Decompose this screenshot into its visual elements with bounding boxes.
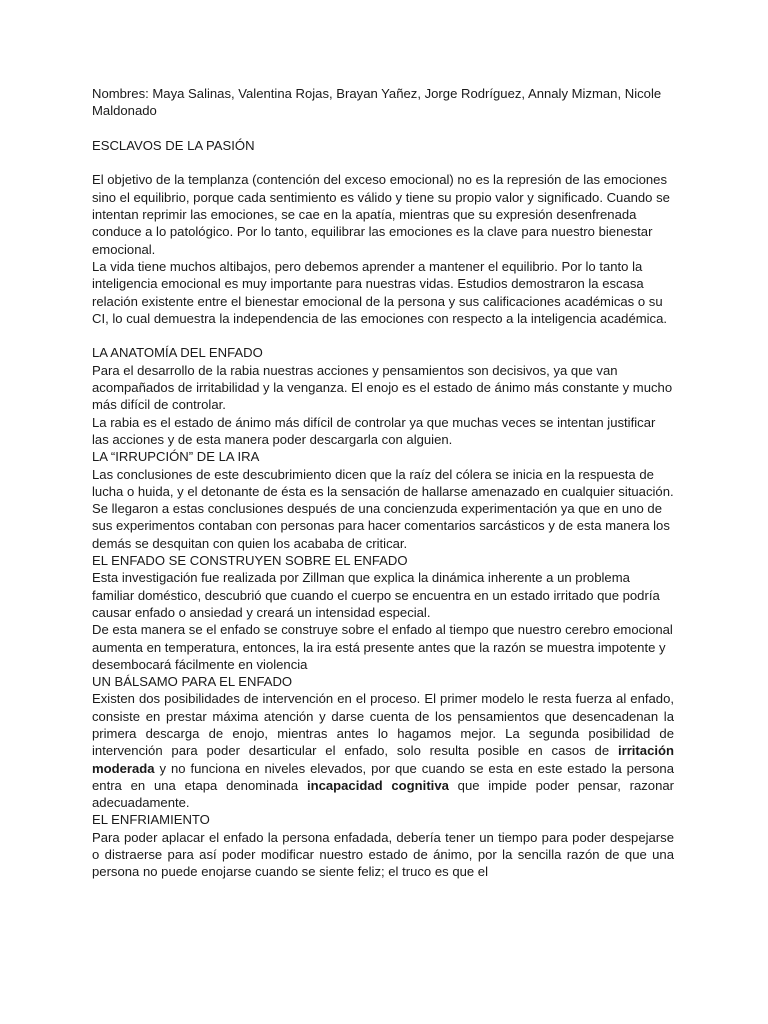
construye-paragraph-1: Esta investigación fue realizada por Zillman que explica la dinámica inherente a un problema familiar doméstico, descubrió que cuando el cuerpo se encuentra en un estado irritado que podría causar enfado o ansiedad y creará un intensidad especial. <box>92 570 660 620</box>
anatomia-paragraph-1: Para el desarrollo de la rabia nuestras acciones y pensamientos son decisivos, ya que van acompañados de irritabilidad y la venganza. El enojo es el estado de ánimo más constante y mucho más difícil de controlar. <box>92 362 673 413</box>
intro-paragraph-1: El objetivo de la templanza (contención del exceso emocional) no es la represión de las emociones sino el equilibrio, porque cada sentimiento es válido y tiene su propio valor y significado. Cuando se intentan reprimir las emociones, se cae en la apatía, mientras que su expresión desenfrenada conduce a lo patológico. Por lo tanto, equilibrar las emociones es la clave para nuestro bienestar emocional. <box>92 172 670 257</box>
balsamo-text-a: Existen dos posibilidades de intervención en el proceso. El primer modelo le resta fuerza al enfado, consiste en prestar máxima atención y darse cuenta de los pensamientos que desencadenan la primera descarga de enojo, mientras antes lo hagamos mejor. La segunda posibilidad de intervención para poder desarticular el enfado, solo resulta posible en casos de <box>92 691 674 759</box>
intro-paragraph-2: La vida tiene muchos altibajos, pero debemos aprender a mantener el equilibrio. Por lo tanto la inteligencia emocional es muy importante para nuestras vidas. Estudios demostraron la escasa relación existente entre el bienestar emocional de la persona y sus calificaciones académicas o su CI, lo cual demuestra la independencia de las emociones con respecto a la inteligencia académica. <box>92 258 668 326</box>
irrupcion-paragraph-1: Las conclusiones de este descubrimiento dicen que la raíz del cólera se inicia en la respuesta de lucha o huida, y el detonante de ésta es la sensación de hallarse amenazado en cualquier situación. <box>92 466 674 499</box>
spacer <box>92 154 674 171</box>
section-heading-anatomia: LA ANATOMÍA DEL ENFADO <box>92 345 263 361</box>
section-heading-irrupcion: LA “IRRUPCIÓN” DE LA IRA <box>92 449 260 465</box>
bold-term-incapacidad: incapacidad cognitiva <box>306 777 449 793</box>
balsamo-paragraph-1 <box>92 690 674 811</box>
enfriamiento-paragraph-1: Para poder aplacar el enfado la persona enfadada, debería tener un tiempo para poder despejarse o distraerse para así poder modificar nuestro estado de ánimo, por la sencilla razón de que una persona no puede enojarse cuando se siente feliz; el truco es que el <box>92 829 674 880</box>
irrupcion-paragraph-2: Se llegaron a estas conclusiones después de una concienzuda experimentación ya que en uno de sus experimentos contaban con personas para hacer comentarios sarcásticos y de esta manera los demás se desquitan con quien los acababa de criticar. <box>92 501 670 551</box>
section-heading-balsamo: UN BÁLSAMO PARA EL ENFADO <box>92 674 293 690</box>
balsamo-text-b: y no funciona en niveles elevados, por que cuando se esta en este estado la persona entra en una etapa denominada <box>92 760 674 793</box>
balsamo-text-c: que impide poder pensar, razonar adecuadamente. <box>92 777 674 811</box>
spacer <box>92 327 674 344</box>
construye-paragraph-2: De esta manera se el enfado se construye sobre el enfado al tiempo que nuestro cerebro emocional aumenta en temperatura, entonces, la ira está presente antes que la razón se muestra impotente y desembocará fácilmente en violencia <box>92 622 673 672</box>
authors-line: Nombres: Maya Salinas, Valentina Rojas, Brayan Yañez, Jorge Rodríguez, Annaly Mizman, Nicole Maldonado <box>92 86 662 119</box>
document-page <box>92 85 674 881</box>
anatomia-paragraph-2: La rabia es el estado de ánimo más difícil de controlar ya que muchas veces se intentan justificar las acciones y de esta manera poder descargarla con alguien. <box>92 414 656 447</box>
document-title: ESCLAVOS DE LA PASIÓN <box>92 137 255 153</box>
section-heading-construye: EL ENFADO SE CONSTRUYEN SOBRE EL ENFADO <box>92 553 408 569</box>
spacer <box>92 120 674 137</box>
section-heading-enfriamiento: EL ENFRIAMIENTO <box>92 812 210 828</box>
bold-term-irritacion: irritación moderada <box>92 743 674 776</box>
